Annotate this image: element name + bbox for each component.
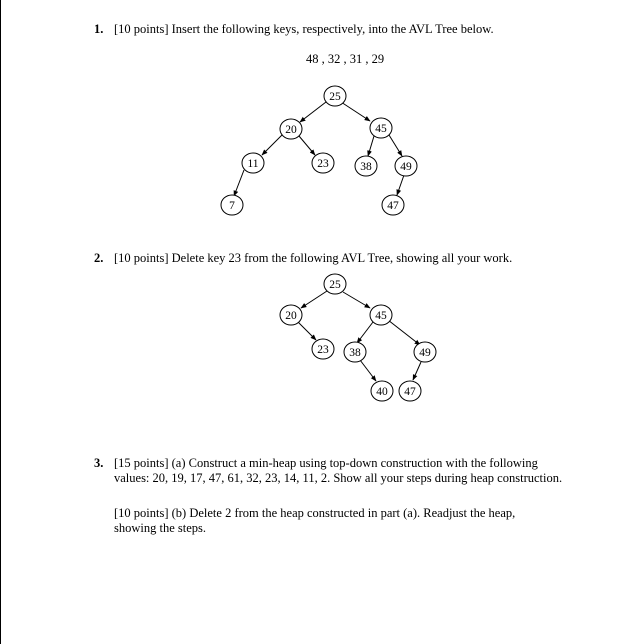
question-1-text: [10 points] Insert the following keys, respectively, into the AVL Tree below. bbox=[114, 22, 494, 36]
avl-tree-2-labels bbox=[285, 279, 431, 398]
avl-tree-1 bbox=[221, 86, 417, 215]
question-3-part-a-line-2: values: 20, 19, 17, 47, 61, 32, 23, 14, 11, 2. Show all your steps during heap construction. bbox=[114, 471, 563, 485]
question-1-keys: 48 , 32 , 31 , 29 bbox=[306, 52, 385, 66]
question-3-number: 3. bbox=[94, 456, 104, 470]
question-3-part-b-line-2: showing the steps. bbox=[114, 521, 207, 535]
tree1-label-47: 47 bbox=[387, 200, 399, 212]
tree1-label-49: 49 bbox=[400, 161, 412, 173]
tree1-label-20: 20 bbox=[285, 124, 297, 136]
edge-45-49 bbox=[389, 135, 402, 156]
edge2-25-20 bbox=[301, 291, 327, 308]
question-2-number: 2. bbox=[94, 251, 104, 265]
edge2-49-47 bbox=[413, 362, 421, 380]
edge-20-23 bbox=[299, 136, 315, 155]
question-1-number: 1. bbox=[94, 22, 104, 36]
tree1-label-7: 7 bbox=[229, 200, 235, 212]
avl-tree-1-labels bbox=[229, 91, 412, 212]
edge2-38-40 bbox=[360, 360, 376, 381]
tree2-label-23: 23 bbox=[317, 344, 329, 356]
tree2-label-25: 25 bbox=[329, 279, 341, 291]
tree1-label-38: 38 bbox=[360, 161, 372, 173]
tree1-label-23: 23 bbox=[317, 158, 329, 170]
edge-45-38 bbox=[368, 136, 374, 156]
tree2-label-40: 40 bbox=[376, 386, 388, 398]
avl-tree-2 bbox=[280, 274, 436, 401]
edge-20-11 bbox=[262, 135, 282, 155]
edge2-45-38 bbox=[357, 322, 373, 343]
question-3-part-b-line-1: [10 points] (b) Delete 2 from the heap constructed in part (a). Readjust the heap, bbox=[114, 506, 516, 520]
edge-49-47 bbox=[397, 175, 404, 195]
edge2-25-45 bbox=[343, 292, 370, 308]
edge-11-7 bbox=[234, 170, 244, 196]
tree2-label-38: 38 bbox=[349, 347, 361, 359]
edge-25-20 bbox=[300, 102, 326, 122]
tree1-label-25: 25 bbox=[329, 91, 341, 103]
question-2-text: [10 points] Delete key 23 from the following AVL Tree, showing all your work. bbox=[114, 251, 513, 265]
question-3-part-a-line-1: [15 points] (a) Construct a min-heap using top-down construction with the following bbox=[114, 456, 538, 470]
tree2-label-47: 47 bbox=[404, 386, 416, 398]
edge2-20-23 bbox=[298, 322, 316, 340]
edge-25-45 bbox=[341, 102, 370, 121]
tree2-label-45: 45 bbox=[375, 310, 387, 322]
tree2-label-49: 49 bbox=[419, 347, 431, 359]
tree1-label-11: 11 bbox=[247, 158, 259, 170]
edge2-45-49 bbox=[388, 320, 420, 345]
tree2-label-20: 20 bbox=[285, 310, 297, 322]
tree1-label-45: 45 bbox=[375, 123, 387, 135]
